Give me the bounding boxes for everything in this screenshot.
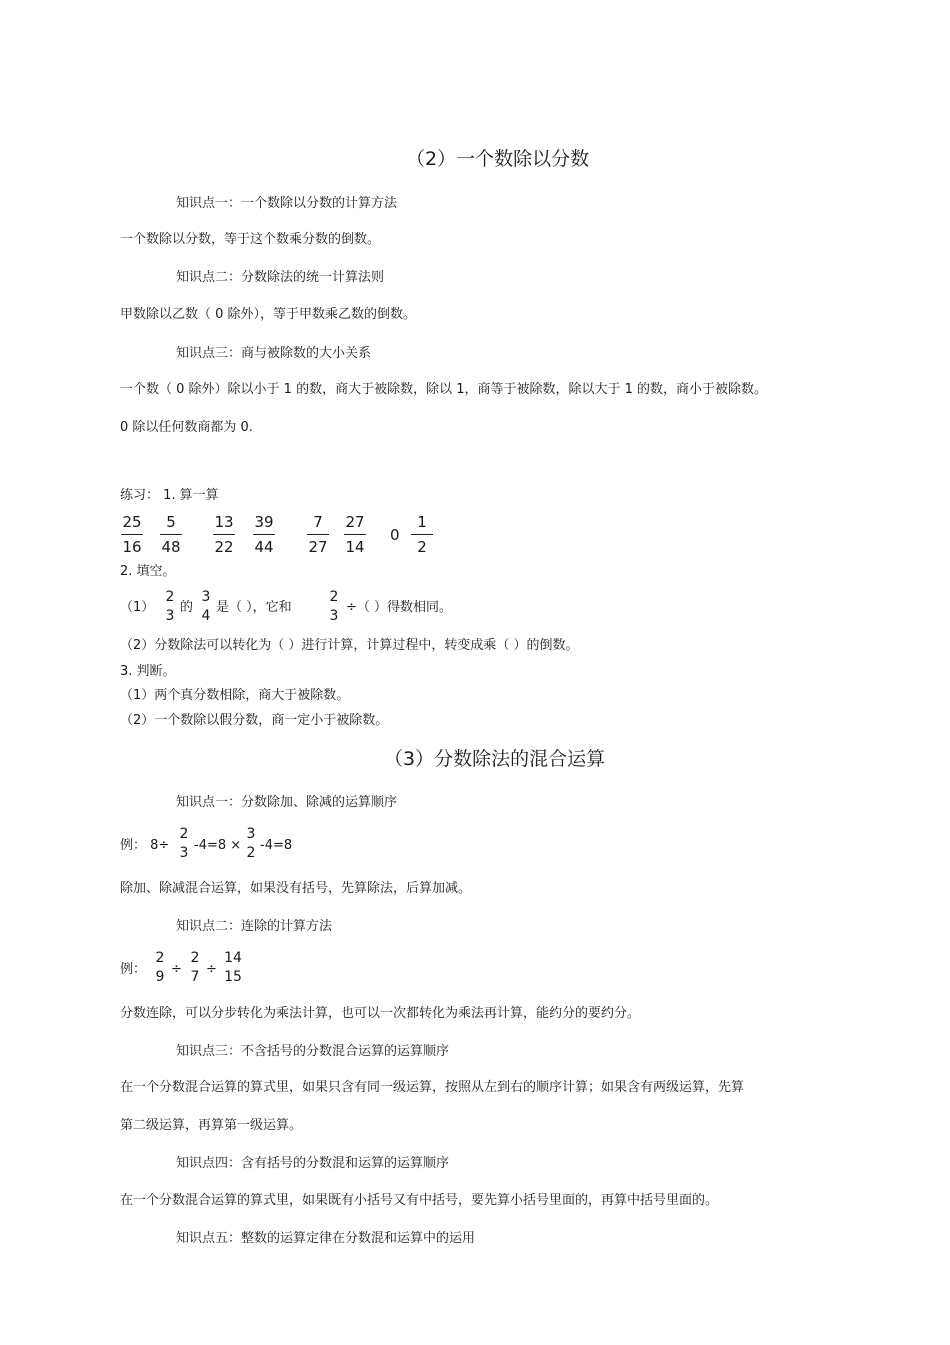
exercise-label: 练习： 1. 算一算 <box>120 488 219 503</box>
section2-kp3-text: 一个数（ 0 除外）除以小于 1 的数，商大于被除数，除以 1，商等于被除数，除以大于 1 的数，商小于被除数。 <box>120 382 768 397</box>
exercise-q2-1-prefix: （1） <box>120 600 155 615</box>
section2-kp2-heading: 知识点二：分数除法的统一计算法则 <box>176 270 385 285</box>
exercise-q3-2: （2）一个数除以假分数，商一定小于被除数。 <box>120 713 389 728</box>
exercise-q2-1-mid: 是（ ），它和 <box>216 600 292 615</box>
section3-kp1-text: 除加、除减混合运算，如果没有括号，先算除法，后算加减。 <box>120 881 472 896</box>
exercise-zero: 0 <box>390 526 400 544</box>
section2-kp1-text: 一个数除以分数，等于这个数乘分数的倒数。 <box>120 232 381 247</box>
section3-ex2-fraction-1: 2 9 <box>155 950 165 985</box>
exercise-q3-1: （1）两个真分数相除，商大于被除数。 <box>120 688 350 703</box>
section2-title: （2）一个数除以分数 <box>406 148 590 170</box>
section3-kp2-heading: 知识点二：连除的计算方法 <box>176 919 333 934</box>
exercise-fraction-6: 27 14 <box>345 513 365 556</box>
section3-ex2-prefix: 例： <box>120 962 147 977</box>
exercise-q2-1-fraction-1: 2 3 <box>165 589 175 624</box>
section3-title: （3）分数除法的混合运算 <box>384 748 606 770</box>
exercise-fraction-5: 7 27 <box>308 513 328 556</box>
section3-kp3-line1: 在一个分数混合运算的算式里，如果只含有同一级运算，按照从左到右的顺序计算；如果含有两级运算，先算 <box>120 1080 745 1095</box>
exercise-fraction-7: 1 2 <box>410 514 434 556</box>
section2-kp1-heading: 知识点一：一个数除以分数的计算方法 <box>176 196 398 211</box>
section3-kp4-heading: 知识点四：含有括号的分数混和运算的运算顺序 <box>176 1156 450 1171</box>
section3-kp2-text: 分数连除，可以分步转化为乘法计算，也可以一次都转化为乘法再计算，能约分的要约分。 <box>120 1006 641 1021</box>
section3-kp4-text: 在一个分数混合运算的算式里，如果既有小括号又有中括号，要先算小括号里面的，再算中括号里面的。 <box>120 1193 719 1208</box>
section3-ex2-divide-1: ÷ <box>171 962 182 977</box>
section3-ex1-prefix: 例： 8÷ <box>120 838 170 853</box>
section3-ex1-end: -4=8 <box>260 838 293 853</box>
exercise-q2-1-fraction-2: 3 4 <box>201 589 211 624</box>
exercise-q2-1-end: ÷（ ）得数相同。 <box>346 600 453 615</box>
exercise-q2-1-fraction-3: 2 3 <box>329 589 339 624</box>
exercise-q2-1-de: 的 <box>180 600 194 615</box>
exercise-fraction-3: 13 22 <box>214 513 234 556</box>
section2-kp3-zero: 0 除以任何数商都为 0. <box>120 420 253 435</box>
section2-kp3-heading: 知识点三：商与被除数的大小关系 <box>176 346 372 361</box>
section3-ex2-fraction-2: 2 7 <box>190 950 200 985</box>
section3-ex2-divide-2: ÷ <box>206 962 217 977</box>
exercise-q2-label: 2. 填空。 <box>120 564 176 579</box>
section3-ex1-fraction-1: 2 3 <box>179 826 189 861</box>
section3-kp3-heading: 知识点三：不含括号的分数混合运算的运算顺序 <box>176 1044 450 1059</box>
exercise-fraction-1: 25 16 <box>122 513 142 556</box>
exercise-fraction-2: 5 48 <box>161 513 181 556</box>
exercise-q2-2: （2）分数除法可以转化为（ ）进行计算，计算过程中，转变成乘（ ）的倒数。 <box>120 638 579 653</box>
section3-ex1-fraction-2: 3 2 <box>246 826 256 861</box>
section3-kp3-line2: 第二级运算，再算第一级运算。 <box>120 1118 303 1133</box>
section3-kp5-heading: 知识点五：整数的运算定律在分数混和运算中的运用 <box>176 1231 476 1246</box>
section3-kp1-heading: 知识点一：分数除加、除减的运算顺序 <box>176 795 398 810</box>
exercise-fraction-4: 39 44 <box>254 513 274 556</box>
section3-ex2-fraction-3: 14 15 <box>224 950 242 985</box>
exercise-q3-label: 3. 判断。 <box>120 664 176 679</box>
section3-ex1-mid: -4=8 × <box>194 838 242 853</box>
section2-kp2-text: 甲数除以乙数（ 0 除外），等于甲数乘乙数的倒数。 <box>120 307 417 322</box>
